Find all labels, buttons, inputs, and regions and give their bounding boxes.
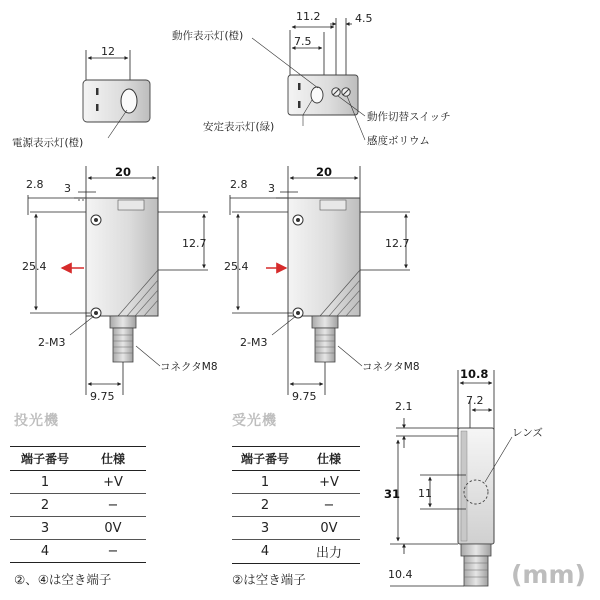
pin-spec: 0V	[298, 517, 360, 540]
pin-number: 4	[232, 540, 298, 564]
table-row	[10, 540, 146, 563]
table-row	[10, 471, 146, 494]
receiver-table-note: ②は空き端子	[232, 572, 306, 587]
operation-led-label: 動作表示灯(橙)	[172, 30, 244, 42]
emitter-screw-label: 2-M3	[38, 336, 66, 349]
side-height-dim: 31	[384, 487, 401, 501]
emitter-height-a-dim: 12.7	[182, 237, 207, 250]
mode-switch-label: 動作切替スイッチ	[367, 111, 451, 123]
sensitivity-label: 感度ボリウム	[367, 135, 430, 147]
emitter-width-dim: 20	[115, 165, 132, 179]
side-width-dim: 10.8	[460, 367, 489, 381]
indicator-dim-b: 4.5	[355, 12, 373, 25]
pin-spec: +V	[298, 471, 360, 494]
receiver-height-b-dim: 25.4	[224, 260, 249, 273]
indicator-dim-a: 11.2	[296, 10, 321, 23]
table-row	[10, 517, 146, 540]
pin-number: 4	[10, 540, 80, 563]
table-row	[232, 494, 360, 517]
table-header: 仕様	[298, 447, 360, 471]
pin-spec: −	[298, 494, 360, 517]
receiver-hole-x-dim: 2.8	[230, 178, 248, 191]
emitter-height-b-dim: 25.4	[22, 260, 47, 273]
side-view	[384, 367, 543, 586]
lens-label: レンズ	[512, 427, 543, 439]
receiver-connector-offset-dim: 9.75	[292, 390, 317, 403]
emitter-table-note: ②、④は空き端子	[14, 572, 112, 587]
indicator-view	[172, 10, 451, 147]
receiver-screw-label: 2-M3	[240, 336, 268, 349]
pin-number: 2	[10, 494, 80, 517]
table-header: 端子番号	[10, 447, 80, 471]
side-bottom-offset-dim: 10.4	[388, 568, 413, 581]
table-row	[232, 540, 360, 564]
receiver-pin-table	[232, 446, 360, 564]
table-row	[232, 471, 360, 494]
pin-number: 2	[232, 494, 298, 517]
receiver-height-a-dim: 12.7	[385, 237, 410, 250]
pin-number: 3	[232, 517, 298, 540]
operation-led-icon	[311, 87, 323, 103]
side-lens-height-dim: 11	[418, 487, 432, 500]
receiver-table-title: 受光機	[232, 413, 277, 429]
stability-led-label: 安定表示灯(緑)	[203, 121, 275, 133]
unit-label: (mm)	[511, 560, 586, 589]
receiver-width-dim: 20	[316, 165, 333, 179]
table-header: 仕様	[80, 447, 146, 471]
pin-spec: 0V	[80, 517, 146, 540]
pin-number: 1	[232, 471, 298, 494]
emitter-hole-y-dim: 3	[64, 182, 71, 195]
pin-spec: 出力	[298, 540, 360, 564]
top-width-dim: 12	[101, 45, 115, 58]
receiver-connector-label: コネクタM8	[362, 361, 420, 373]
power-led-label: 電源表示灯(橙)	[12, 137, 84, 149]
pin-number: 3	[10, 517, 80, 540]
table-header: 端子番号	[232, 447, 298, 471]
emitter-connector-offset-dim: 9.75	[90, 390, 115, 403]
receiver-hole-y-dim: 3	[268, 182, 275, 195]
pin-spec: −	[80, 494, 146, 517]
indicator-dim-c: 7.5	[294, 35, 312, 48]
table-row	[10, 494, 146, 517]
table-row	[232, 517, 360, 540]
top-view	[12, 45, 150, 149]
side-top-offset-dim: 2.1	[395, 400, 413, 413]
emitter-hole-x-dim: 2.8	[26, 178, 44, 191]
receiver-front-view	[224, 165, 420, 403]
pin-spec: −	[80, 540, 146, 563]
pin-number: 1	[10, 471, 80, 494]
pin-spec: +V	[80, 471, 146, 494]
emitter-connector-label: コネクタM8	[160, 361, 218, 373]
side-lens-offset-dim: 7.2	[466, 394, 484, 407]
emitter-front-view	[22, 165, 218, 403]
power-led-icon	[121, 89, 137, 113]
emitter-table-title: 投光機	[14, 413, 59, 429]
emitter-pin-table	[10, 446, 146, 563]
